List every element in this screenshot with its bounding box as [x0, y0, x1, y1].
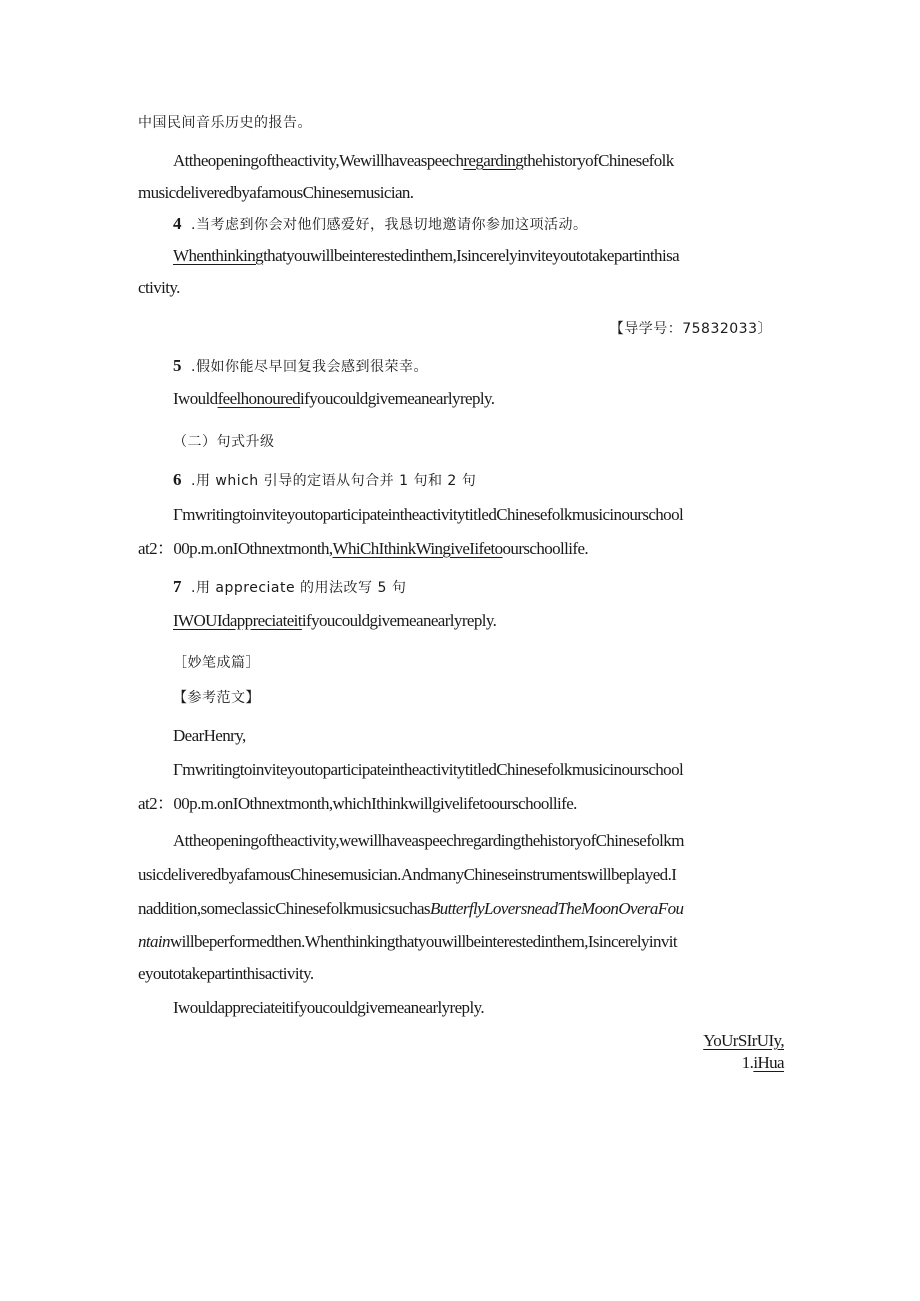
text-segment: ifyoucouldgivemeanearlyreply.	[301, 611, 497, 630]
text-segment: at2：00p.m.onIOthnextmonth,	[138, 539, 333, 558]
underlined-answer: regarding	[463, 151, 524, 170]
essay-line: ΓmwritingtoinviteyoutoparticipateintheactivitytitledChinesefolkmusicinourschool	[173, 760, 684, 779]
text-segment: thatyouwillbeinterestedinthem,Isincerelyinviteyoutotakepartinthisa	[263, 246, 680, 265]
essay-line	[138, 931, 677, 953]
question-text: .用 which 引导的定语从句合并 1 句和 2 句	[191, 473, 477, 489]
text-line-2	[173, 150, 674, 172]
text-segment: Attheopeningoftheactivity,Wewillhaveaspeech	[173, 151, 464, 170]
underlined-text: YoUrSIrUIy,	[703, 1031, 784, 1050]
section-heading: ［妙笔成篇］	[173, 655, 260, 671]
text-segment: Iwould	[173, 389, 218, 408]
italic-title: ntain	[138, 932, 170, 951]
essay-line: at2：00p.m.onIOthnextmonth,whichIthinkwillgivelifetoourschoollife.	[138, 794, 577, 813]
essay-greeting: DearHenry,	[173, 726, 246, 745]
question-text: .用 appreciate 的用法改写 5 句	[191, 580, 407, 596]
text-segment: 1.	[741, 1053, 754, 1072]
essay-line: usicdeliveredbyafamousChinesemusician.AndmanyChineseinstrumentswillbeplayed.I	[138, 865, 677, 884]
question-5	[173, 355, 428, 377]
essay-signature	[742, 1052, 784, 1074]
text-segment: ourschoollife.	[502, 539, 589, 558]
text-segment: thehistoryofChinesefolk	[523, 151, 674, 170]
text-segment: willbeperformedthen.Whenthinkingthatyouwillbeinterestedinthem,Isincerelyinvit	[169, 932, 678, 951]
underlined-answer: IWOUIdappreciateit	[173, 611, 302, 630]
question-number: 6	[173, 470, 182, 489]
reference-number: 【导学号：75832033〕	[609, 321, 772, 337]
question-6	[173, 469, 476, 491]
essay-line	[138, 898, 683, 920]
section-heading: （二）句式升级	[173, 434, 275, 450]
underlined-answer: feelhonoured	[217, 389, 301, 408]
text-line-12: ΓmwritingtoinviteyoutoparticipateintheactivitytitledChinesefolkmusicinourschool	[173, 505, 684, 524]
question-number: 7	[173, 577, 182, 596]
text-line-6: ctivity.	[138, 278, 180, 297]
question-text: .假如你能尽早回复我会感到很荣幸。	[191, 359, 428, 375]
question-text: .当考虑到你会对他们感爱好，我恳切地邀请你参加这项活动。	[191, 217, 588, 233]
text-line-15	[173, 610, 496, 632]
question-number: 4	[173, 214, 182, 233]
essay-line: Attheopeningoftheactivity,wewillhaveaspeechregardingthehistoryofChinesefolkm	[173, 831, 684, 850]
underlined-text: iHua	[753, 1053, 784, 1072]
text-line-13	[138, 538, 588, 560]
question-4	[173, 213, 587, 235]
text-line-1: 中国民间音乐历史的报告。	[138, 115, 312, 131]
question-7	[173, 576, 406, 598]
essay-closing-line: Iwouldappreciateitifyoucouldgivemeanearlyreply.	[173, 998, 485, 1017]
essay-line: eyoutotakepartinthisactivity.	[138, 964, 314, 983]
text-line-5	[173, 245, 679, 267]
underlined-answer: WhiChIthinkWingiveIifeto	[332, 539, 503, 558]
sample-essay-heading: 【参考范文】	[173, 690, 260, 706]
question-number: 5	[173, 356, 182, 375]
text-segment: naddition,someclassicChinesefolkmusicsuchas	[138, 899, 430, 918]
essay-sign-off	[703, 1030, 784, 1052]
text-line-9	[173, 388, 494, 410]
text-line-3: musicdeliveredbyafamousChinesemusician.	[138, 183, 414, 202]
text-segment: ifyoucouldgivemeanearlyreply.	[300, 389, 495, 408]
underlined-answer: Whenthinking	[173, 246, 264, 265]
italic-title: ButterflyLoversneadTheMoonOveraFou	[429, 899, 684, 918]
